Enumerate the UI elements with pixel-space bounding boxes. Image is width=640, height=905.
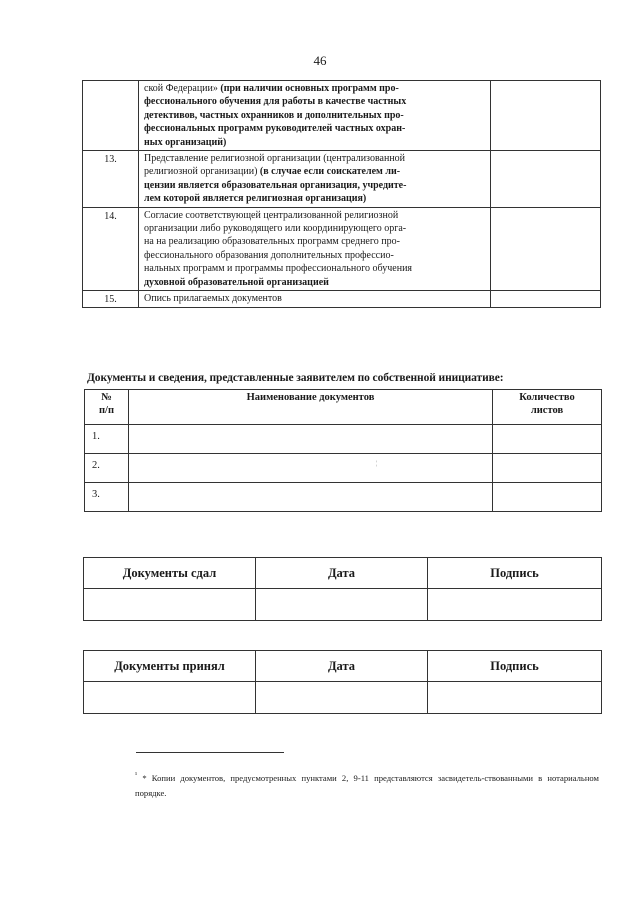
footnote-divider	[136, 752, 284, 753]
text-segment: организации либо руководящего или координирующего орга-	[144, 223, 407, 235]
sheet-count-cell	[493, 483, 602, 512]
text-line	[144, 292, 487, 305]
initiative-heading: Документы и сведения, представленные заявителем по собственной инициативе:	[87, 372, 504, 384]
document-row	[85, 483, 602, 512]
text-line	[144, 136, 487, 149]
requirement-text	[139, 291, 491, 307]
accepted-by-header: Документы принял	[84, 651, 256, 682]
footnote	[135, 768, 599, 801]
document-row	[85, 425, 602, 454]
accepted-date-cell	[256, 682, 428, 714]
row-number: 15.	[83, 291, 139, 307]
column-header-sheet-count: Количество листов	[493, 390, 602, 425]
sheet-count-cell	[493, 454, 602, 483]
accepted-signature-cell	[428, 682, 602, 714]
submitted-signature-cell	[428, 589, 602, 621]
text-segment: нальных программ и программы профессионального обучения	[144, 263, 413, 275]
row-number: 3.	[85, 483, 129, 512]
row-number: 1.	[85, 425, 129, 454]
text-line	[144, 276, 487, 289]
text-line	[144, 262, 487, 275]
accepted-signature-header: Подпись	[428, 651, 602, 682]
submitted-by-cell	[84, 589, 256, 621]
stray-mark: ¦	[376, 461, 378, 467]
document-row	[85, 454, 602, 483]
submitted-signature-header: Подпись	[428, 558, 602, 589]
accepted-date-header: Дата	[256, 651, 428, 682]
text-line	[144, 235, 487, 248]
text-line	[144, 152, 487, 165]
requirement-text	[139, 151, 491, 208]
text-line	[144, 222, 487, 235]
row-number: 13.	[83, 151, 139, 208]
text-line	[144, 109, 487, 122]
text-segment: Представление религиозной организации (централизованной	[144, 153, 406, 165]
requirement-text	[139, 81, 491, 151]
text-line	[144, 179, 487, 192]
requirement-row	[83, 291, 601, 307]
text-segment: фессионального образования дополнительных профессио-	[144, 249, 394, 261]
sheet-count-cell	[491, 81, 601, 151]
footnote-marker: ¹	[135, 771, 138, 779]
text-segment: ных организаций)	[144, 136, 227, 148]
sheet-count-cell	[491, 207, 601, 290]
text-segment: лем которой является религиозная организация)	[144, 193, 367, 205]
requirement-row	[83, 151, 601, 208]
column-header-document-name: Наименование документов	[129, 390, 493, 425]
sheet-count-cell	[491, 151, 601, 208]
text-segment: детективов, частных охранников и дополнительных про-	[144, 109, 404, 121]
submitted-date-cell	[256, 589, 428, 621]
text-segment: религиозной организации)	[144, 166, 260, 178]
text-segment: на на реализацию образовательных программ среднего про-	[144, 236, 400, 248]
text-line	[144, 122, 487, 135]
row-number: 2.	[85, 454, 129, 483]
sheet-count-cell	[493, 425, 602, 454]
text-segment: фессионального обучения для работы в качестве частных	[144, 96, 407, 108]
column-header-number: № п/п	[85, 390, 129, 425]
page-number: 46	[313, 53, 327, 68]
requirement-row	[83, 81, 601, 151]
text-segment: Согласие соответствующей централизованной религиозной	[144, 209, 399, 221]
text-segment: цензии является образовательная организация, учредите-	[144, 179, 407, 191]
text-line	[144, 95, 487, 108]
text-segment: (в случае если соискателем ли-	[259, 166, 401, 178]
row-number	[83, 81, 139, 151]
document-name-cell	[129, 454, 493, 483]
documents-accepted-table	[83, 650, 602, 714]
document-name-cell	[129, 483, 493, 512]
text-segment: (при наличии основных программ про-	[220, 83, 399, 94]
text-segment: духовной образовательной организацией	[144, 276, 329, 288]
requirement-row	[83, 207, 601, 290]
submitted-date-header: Дата	[256, 558, 428, 589]
requirement-text	[139, 207, 491, 290]
document-name-cell	[129, 425, 493, 454]
text-line	[144, 192, 487, 205]
text-line	[144, 249, 487, 262]
requirements-table	[82, 80, 601, 308]
text-segment: ской Федерации»	[144, 83, 221, 94]
accepted-by-cell	[84, 682, 256, 714]
submitted-by-header: Документы сдал	[84, 558, 256, 589]
documents-submitted-table	[83, 557, 602, 621]
footnote-text: * Копии документов, предусмотренных пунктами 2, 9-11 представляются засвидетель-ствованными в нотариальном порядке.	[135, 772, 599, 798]
text-line	[144, 165, 487, 178]
sheet-count-cell	[491, 291, 601, 307]
text-line	[144, 209, 487, 222]
text-line	[144, 82, 487, 95]
text-segment: Опись прилагаемых документов	[144, 293, 282, 305]
text-segment: фессиональных программ руководителей частных охран-	[144, 123, 406, 135]
row-number: 14.	[83, 207, 139, 290]
initiative-documents-table	[84, 389, 602, 512]
